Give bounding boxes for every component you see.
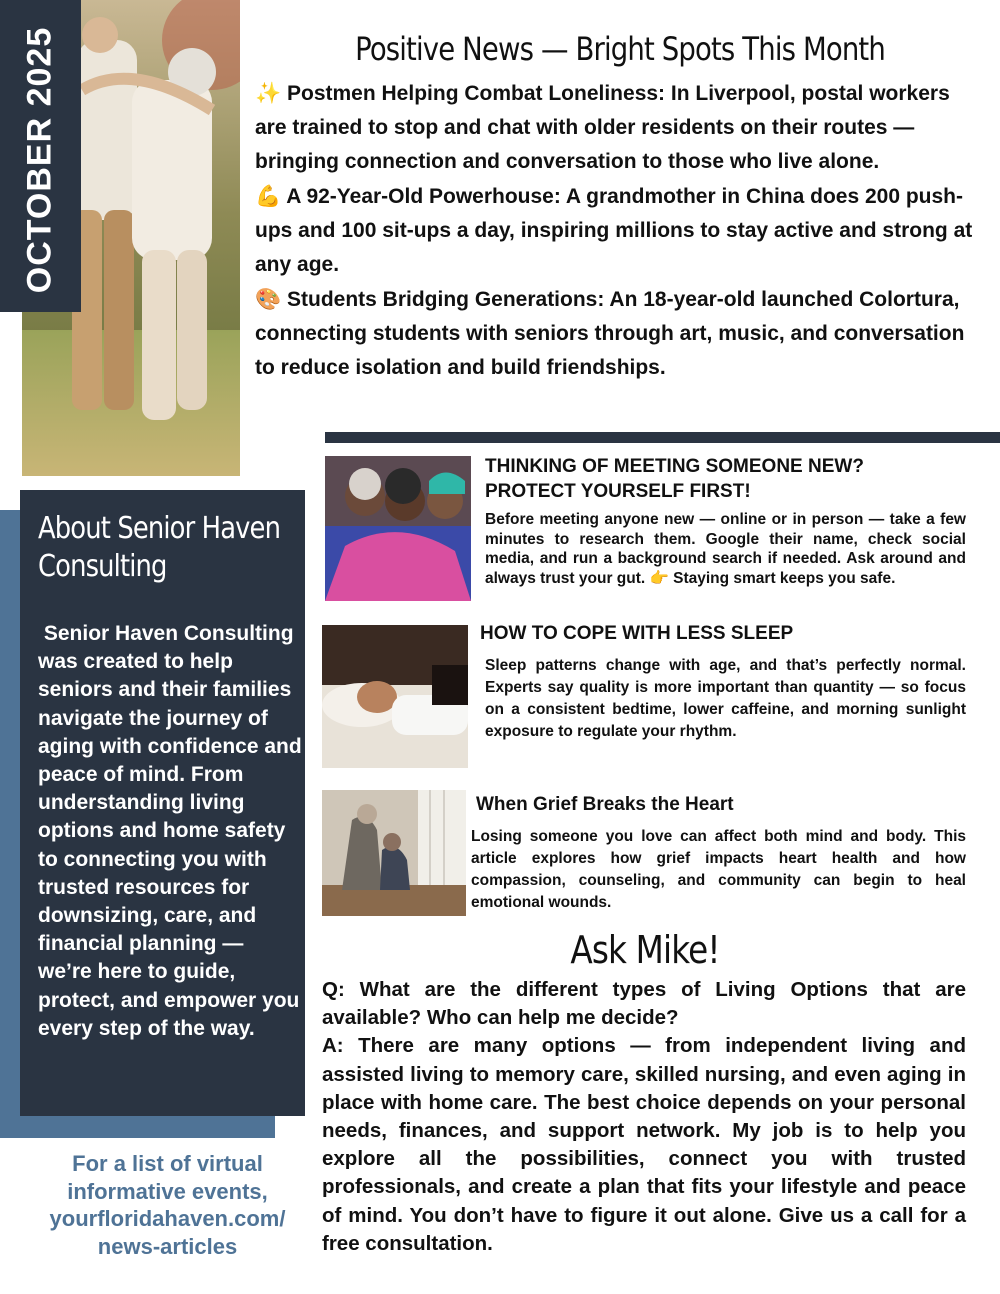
ask-mike-answer: A: There are many options — from independent living and assisted living to memory care, skilled nursing, and even aging in place with home care. The best choice depends on your personal needs, finances, and support network. My job is to help you explore all the possibilities, connect you with trusted professionals, and create a plan that fits your lifestyle and peace of mind. You don’t have to figure it out alone. Give us a call for a free consultation. (322, 1034, 966, 1255)
article-title-line: THINKING OF MEETING SOMEONE NEW? (485, 456, 864, 477)
article-title (485, 454, 975, 504)
article-grief (471, 792, 976, 911)
ask-mike-body (322, 976, 966, 1258)
about-body: Senior Haven Consulting was created to help seniors and their families navigate the journey of aging with confidence and peace of mind. From understanding living options and home safety to connecting you with trusted resources for downsizing, care, and financial planning — we’re here to guide, protect, and empower you every step of the way. (38, 622, 308, 1040)
issue-date-label: OCTOBER 2025 (20, 26, 59, 294)
about-title: About Senior Haven Consulting (38, 511, 281, 584)
news-item (255, 282, 985, 385)
article-less-sleep (480, 621, 975, 740)
events-note (25, 1150, 310, 1260)
news-item (255, 76, 985, 179)
news-item-text: Students Bridging Generations: An 18-year-old launched Colortura, connecting students with seniors through art, music, and conversation to reduce isolation and build friendships. (255, 288, 965, 379)
article-title: HOW TO COPE WITH LESS SLEEP (480, 623, 794, 644)
article-photo-friends (325, 456, 471, 601)
article-body: Losing someone you love can affect both mind and body. This article explores how grief impacts heart health and how compassion, counseling, and community can begin to heal emotional wounds. (471, 828, 966, 911)
article-body: Sleep patterns change with age, and that’s perfectly normal. Experts say quality is more important than quantity — so focus on a consistent bedtime, lower caffeine, and morning sunlight exposure to regulate your rhythm. (485, 657, 966, 740)
issue-date-tab (0, 0, 81, 312)
about-box (20, 490, 308, 1116)
positive-news-list (255, 76, 985, 385)
ask-mike-title: Ask Mike! (570, 928, 720, 972)
news-item-text: A 92-Year-Old Powerhouse: A grandmother in China does 200 push-ups and 100 sit-ups a day, inspiring millions to stay active and strong at any age. (255, 185, 973, 276)
news-item-text: Postmen Helping Combat Loneliness: In Liverpool, postal workers are trained to stop and chat with older residents on their routes — bringing connection and conversation to those who live alone. (255, 82, 950, 173)
events-link[interactable]: yourfloridahaven.com/ news-articles (49, 1206, 286, 1259)
section-divider (325, 432, 1000, 443)
ask-mike-question: Q: What are the different types of Living Options that are available? Who can help me decide? (322, 978, 966, 1030)
sparkles-icon: ✨ (255, 81, 282, 105)
positive-news-title: Positive News — Bright Spots This Month (355, 30, 885, 68)
article-photo-grief (322, 790, 466, 916)
article-photo-sleep (322, 625, 468, 768)
flexed-biceps-icon: 💪 (255, 184, 282, 208)
news-item (255, 179, 985, 282)
article-body: Before meeting anyone new — online or in person — take a few minutes to research them. Google their name, check social media, and run a background search if needed. Ask around and always trust your gut. 👉 Staying smart keeps you safe. (485, 511, 966, 587)
article-title: When Grief Breaks the Heart (476, 794, 734, 815)
article-meeting-someone-new (485, 454, 975, 588)
article-title-line: PROTECT YOURSELF FIRST! (485, 481, 751, 502)
artist-palette-icon: 🎨 (255, 287, 282, 311)
events-note-text: For a list of virtual informative events, (67, 1151, 268, 1204)
